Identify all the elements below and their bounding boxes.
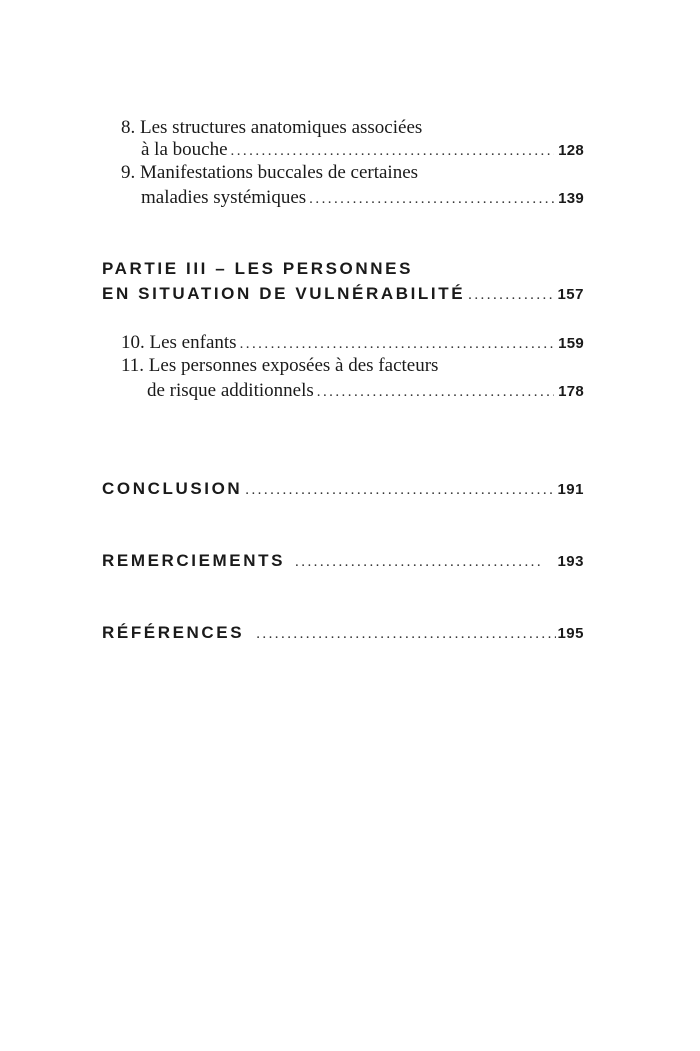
toc-entry-chapter-9-line1[interactable] (121, 162, 418, 184)
toc-entry-title: à la bouche (141, 139, 228, 160)
toc-entry-chapter-8-line1[interactable] (121, 117, 422, 139)
dot-leader (240, 336, 555, 353)
toc-entry-title: 10. Les enfants (121, 332, 237, 353)
toc-page-number: 128 (558, 142, 584, 159)
dot-leader (295, 554, 541, 571)
toc-page-number: 139 (558, 190, 584, 207)
toc-part-title: EN SITUATION DE VULNÉRABILITÉ (102, 284, 466, 303)
toc-section-remerciements[interactable] (102, 551, 584, 571)
toc-entry-chapter-10[interactable] (121, 332, 584, 354)
toc-page-number: 191 (557, 481, 584, 498)
toc-entry-title: 8. Les structures anatomiques associées (121, 117, 423, 138)
toc-page-number: 159 (558, 335, 584, 352)
toc-entry-chapter-9-line2[interactable] (141, 187, 584, 209)
dot-leader (309, 191, 554, 208)
toc-entry-title: maladies systémiques (141, 187, 307, 208)
toc-page-number: 193 (557, 553, 584, 570)
toc-entry-title: 11. Les personnes exposées à des facteurs (121, 355, 439, 376)
toc-section-conclusion[interactable] (102, 479, 584, 499)
toc-section-title: CONCLUSION (102, 479, 243, 498)
dot-leader (231, 143, 555, 160)
toc-entry-title: de risque additionnels (147, 380, 314, 401)
toc-page-number: 195 (557, 625, 584, 642)
toc-part-3-line2[interactable] (102, 284, 584, 304)
dot-leader (245, 482, 553, 499)
toc-entry-title: 9. Manifestations buccales de certaines (121, 162, 419, 183)
toc-page-number: 157 (557, 286, 584, 303)
toc-section-title: REMERCIEMENTS (102, 551, 286, 570)
toc-entry-chapter-11-line2[interactable] (147, 380, 584, 402)
toc-entry-chapter-11-line1[interactable] (121, 355, 438, 377)
toc-entry-chapter-8-line2[interactable] (141, 139, 584, 161)
toc-part-title: PARTIE III – LES PERSONNES (102, 259, 414, 278)
toc-section-title: RÉFÉRENCES (102, 623, 245, 642)
dot-leader (468, 287, 553, 304)
toc-part-3-line1[interactable] (102, 259, 413, 279)
dot-leader (256, 626, 556, 643)
toc-page-number: 178 (558, 383, 584, 400)
toc-section-references[interactable] (102, 623, 584, 643)
dot-leader (317, 384, 554, 401)
